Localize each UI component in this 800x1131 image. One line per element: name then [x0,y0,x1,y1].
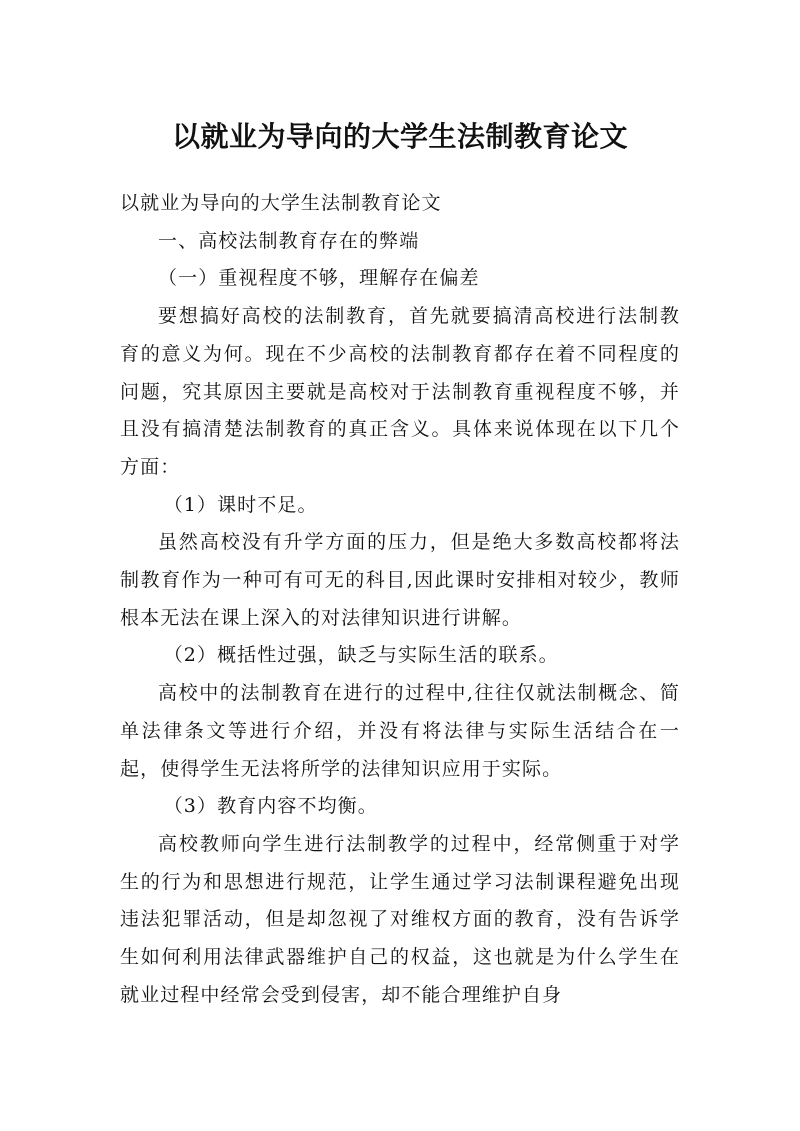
document-body [120,185,680,1014]
list-item-2: （2）概括性过强，缺乏与实际生活的联系。 [163,644,559,667]
paragraph-2: 虽然高校没有升学方面的压力，但是绝大多数高校都将法制教育作为一种可有可无的科目,因此课时安排相对较少，教师根本无法在课上深入的对法律知识进行讲解。 [120,531,680,629]
paragraph-1: 要想搞好高校的法制教育，首先就要搞清高校进行法制教育的意义为何。现在不少高校的法制教育都存在着不同程度的问题，究其原因主要就是高校对于法制教育重视程度不够，并且没有搞清楚法制教育的真正含义。具体来说体现在以下几个方面： [120,305,680,478]
list-item-1: （1）课时不足。 [163,493,318,516]
list-item-3: （3）教育内容不均衡。 [163,795,378,818]
paragraph-3: 高校中的法制教育在进行的过程中,往往仅就法制概念、简单法律条文等进行介绍，并没有将法律与实际生活结合在一起，使得学生无法将所学的法律知识应用于实际。 [120,682,680,780]
document-title: 以就业为导向的大学生法制教育论文 [171,119,628,153]
section-heading-1: 一、高校法制教育存在的弊端 [158,229,420,252]
subsection-heading-1: （一）重视程度不够，理解存在偏差 [158,267,480,290]
paragraph-article-title: 以就业为导向的大学生法制教育论文 [120,192,442,214]
paragraph-4: 高校教师向学生进行法制教学的过程中，经常侧重于对学生的行为和思想进行规范，让学生通过学习法制课程避免出现违法犯罪活动，但是却忽视了对维权方面的教育，没有告诉学生如何利用法律武器维护自己的权益，这也就是为什么学生在就业过程中经常会受到侵害，却不能合理维护自身 [120,832,680,1006]
